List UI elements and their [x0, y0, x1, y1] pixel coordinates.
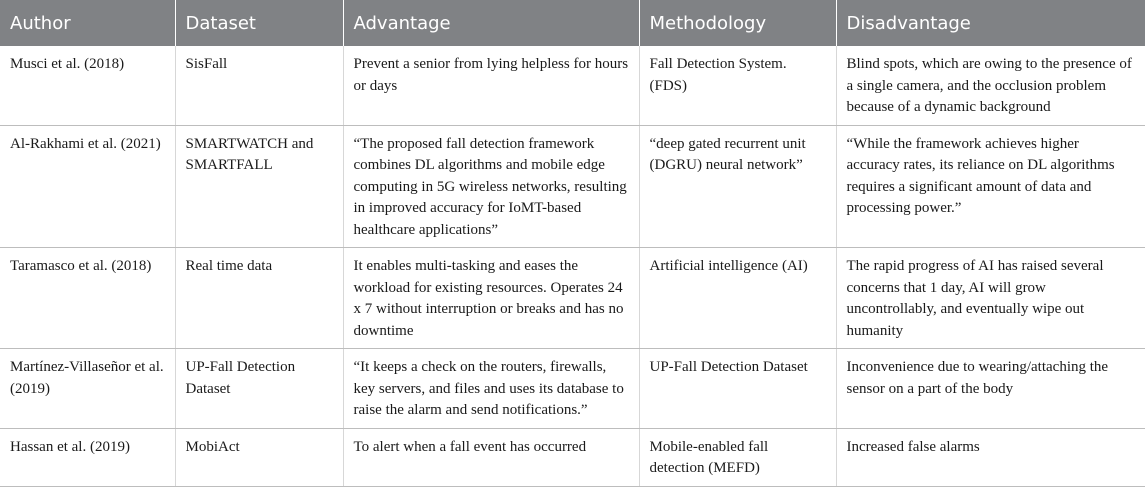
- header-disadvantage: Disadvantage: [836, 0, 1145, 46]
- cell-methodology: Fall Detection System. (FDS): [639, 46, 836, 125]
- header-row: [0, 0, 1145, 46]
- cell-disadvantage: Blind spots, which are owing to the presence of a single camera, and the occlusion problem because of a dynamic background: [836, 46, 1145, 125]
- cell-disadvantage: Inconvenience due to wearing/attaching the sensor on a part of the body: [836, 349, 1145, 429]
- table-row: [0, 46, 1145, 125]
- cell-disadvantage: Increased false alarms: [836, 428, 1145, 486]
- cell-disadvantage: The rapid progress of AI has raised several concerns that 1 day, AI will grow uncontrollably, and eventually wipe out humanity: [836, 248, 1145, 349]
- cell-dataset: SMARTWATCH and SMARTFALL: [175, 125, 343, 248]
- cell-author: Taramasco et al. (2018): [0, 248, 175, 349]
- cell-methodology: UP-Fall Detection Dataset: [639, 349, 836, 429]
- table-row: [0, 125, 1145, 248]
- table-header: [0, 0, 1145, 46]
- cell-advantage: “It keeps a check on the routers, firewalls, key servers, and files and uses its database to raise the alarm and send notifications.”: [343, 349, 639, 429]
- table-row: [0, 428, 1145, 486]
- table-body: [0, 46, 1145, 486]
- cell-dataset: MobiAct: [175, 428, 343, 486]
- table-row: [0, 248, 1145, 349]
- cell-author: Al-Rakhami et al. (2021): [0, 125, 175, 248]
- header-methodology: Methodology: [639, 0, 836, 46]
- cell-advantage: Prevent a senior from lying helpless for hours or days: [343, 46, 639, 125]
- cell-advantage: It enables multi-tasking and eases the workload for existing resources. Operates 24 x 7 without interruption or breaks and has no downtime: [343, 248, 639, 349]
- cell-advantage: “The proposed fall detection framework combines DL algorithms and mobile edge computing in 5G wireless networks, resulting in improved accuracy for IoMT-based healthcare applications”: [343, 125, 639, 248]
- cell-methodology: “deep gated recurrent unit (DGRU) neural network”: [639, 125, 836, 248]
- cell-dataset: SisFall: [175, 46, 343, 125]
- cell-disadvantage: “While the framework achieves higher accuracy rates, its reliance on DL algorithms requires a significant amount of data and processing power.”: [836, 125, 1145, 248]
- cell-author: Musci et al. (2018): [0, 46, 175, 125]
- cell-author: Hassan et al. (2019): [0, 428, 175, 486]
- header-author: Author: [0, 0, 175, 46]
- cell-methodology: Mobile-enabled fall detection (MEFD): [639, 428, 836, 486]
- cell-methodology: Artificial intelligence (AI): [639, 248, 836, 349]
- header-advantage: Advantage: [343, 0, 639, 46]
- cell-dataset: UP-Fall Detection Dataset: [175, 349, 343, 429]
- cell-author: Martínez-Villaseñor et al. (2019): [0, 349, 175, 429]
- header-dataset: Dataset: [175, 0, 343, 46]
- table-row: [0, 349, 1145, 429]
- cell-dataset: Real time data: [175, 248, 343, 349]
- cell-advantage: To alert when a fall event has occurred: [343, 428, 639, 486]
